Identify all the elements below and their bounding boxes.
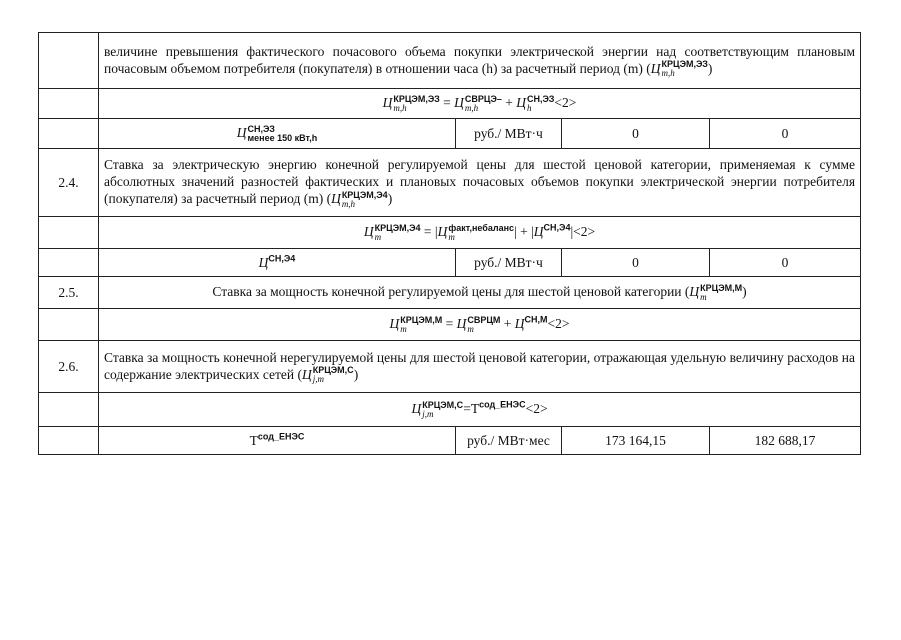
unit-cell: руб./ МВт·ч [456,119,562,149]
formula [382,93,577,113]
symbol-base: Ц [689,284,700,300]
formula-symbol: Ц [382,95,393,111]
value-cell: 0 [562,249,710,277]
description-cell [99,341,861,393]
value-cell: 0 [562,119,710,149]
formula-symbol: Ц [454,95,464,111]
formula-symbol: Ц [533,224,544,240]
formula-superscript: СН,Э4 [543,222,571,233]
description-text: величине превышения фактического почасового объема покупки электрической энергии над соответствующим плановым почасовым объемом потребителя (покупателя) в отношении часа (h) за расчетный период (m) ( [104,43,856,76]
formula-cell [99,393,861,427]
formula-subscript: m [467,323,474,334]
formula-superscript: КРЦЭМ,ЭЗ [393,93,440,104]
description-text-end: ) [707,60,713,76]
parameter-symbol: Ц [258,255,269,270]
formula-footnote: <2> [554,95,577,111]
row-number-cell [39,249,99,277]
formula-operator: + [503,316,512,332]
formula-superscript: СВРЦЭ– [464,93,502,104]
formula-superscript: КРЦЭМ,С [422,399,464,410]
parameter-superscript: сод_ЕНЭС [257,431,305,442]
row-number: 2.6. [39,341,99,393]
table-row [39,119,861,149]
symbol-subscript: j,m [312,374,324,385]
formula-symbol: Ц [516,95,526,111]
parameter-superscript: СН,Э4 [268,253,296,264]
symbol-superscript: КРЦЭМ,С [312,365,354,376]
table-row [39,341,861,393]
table-row [39,277,861,309]
formula-subscript: m [448,231,455,242]
value-cell: 173 164,15 [562,427,710,455]
formula-operator: = | [423,224,438,240]
value-cell: 0 [710,249,861,277]
value-cell: 0 [710,119,861,149]
formula-subscript: m,h [393,102,407,113]
formula-subscript: m [400,323,407,334]
description-text-end: ) [353,366,359,382]
formula-cell [99,309,861,341]
description-text: Ставка за электрическую энергию конечной регулируемой цены для шестой ценовой категории, применяемая к сумме абсолютных значений разностей фактических и плановых почасовых объемов покупки электрической энергии потребителя (покупателя) за расчетный период (m) ( [104,157,856,207]
formula-symbol: Т [470,401,480,417]
formula-symbol: Ц [363,224,374,240]
formula-footnote: <2> [547,316,570,332]
symbol-base: Ц [650,60,661,76]
formula-symbol: Ц [456,316,467,332]
formula [389,314,570,334]
parameter-symbol: Т [249,433,258,448]
formula-cell [99,89,861,119]
table-row [39,33,861,89]
formula-symbol: Ц [389,316,400,332]
symbol-superscript: КРЦЭМ,М [700,282,743,293]
symbol-superscript: КРЦЭМ,Э4 [341,189,388,200]
row-number-cell [39,427,99,455]
description-cell [99,33,861,89]
description-text: Ставка за мощность конечной регулируемой цены для шестой ценовой категории ( [212,284,690,300]
symbol-subscript: m,h [661,68,675,79]
formula-superscript: КРЦЭМ,М [400,314,443,325]
formula-symbol: Ц [437,224,448,240]
unit-cell: руб./ МВт·мес [456,427,562,455]
symbol-base: Ц [331,191,341,207]
formula-superscript: КРЦЭМ,Э4 [374,222,421,233]
formula-superscript: СН,М [524,314,548,325]
row-number-cell [39,217,99,249]
parameter-subscript: менее 150 кВт,h [247,132,318,143]
formula-subscript: m [374,231,382,242]
formula-row [39,217,861,249]
description-text: Ставка за мощность конечной нерегулируемой цены для шестой ценовой категории, отражающая удельную величину расходов на содержание электрических сетей ( [104,349,856,382]
parameter-cell [99,119,456,149]
formula-superscript: сод_ЕНЭС [479,399,526,410]
formula-superscript: СН,ЭЗ [527,93,555,104]
formula-row [39,89,861,119]
symbol-subscript: m,h [341,198,356,209]
formula-row [39,309,861,341]
table-row [39,427,861,455]
formula-footnote: <2> [525,401,548,417]
unit-cell: руб./ МВт·ч [456,249,562,277]
formula-superscript: СВРЦМ [467,314,501,325]
parameter-symbol: Ц [236,125,247,141]
symbol-base: Ц [301,366,312,382]
formula-symbol: Ц [514,316,525,332]
description-cell [99,277,861,309]
row-number: 2.4. [39,149,99,217]
formula-superscript: факт,небаланс [448,222,515,233]
tariff-table [38,32,861,455]
formula-row [39,393,861,427]
formula-footnote: |<2> [570,224,596,240]
symbol-superscript: КРЦЭМ,ЭЗ [661,59,708,70]
formula-subscript: m,h [464,102,479,113]
row-number-cell [39,33,99,89]
description-text-end: ) [387,191,393,207]
row-number: 2.5. [39,277,99,309]
description-cell [99,149,861,217]
formula-operator: + [505,95,513,111]
formula-operator: = [443,95,451,111]
formula-subscript: j,m [422,408,434,419]
formula-symbol: Ц [411,401,422,417]
symbol-index [662,60,708,78]
symbol-subscript: m [700,291,707,302]
formula-cell [99,217,861,249]
row-number-cell [39,393,99,427]
formula [411,399,548,419]
row-number-cell [39,119,99,149]
formula-operator: = [445,316,454,332]
formula [363,222,596,242]
formula-operator: = [463,401,471,417]
formula-operator: | + | [514,224,534,240]
table-row [39,149,861,217]
row-number-cell [39,89,99,119]
formula-subscript: h [527,102,532,113]
value-cell: 182 688,17 [710,427,861,455]
parameter-superscript: СН,ЭЗ [247,123,275,134]
table-row [39,249,861,277]
description-text-end: ) [742,284,747,300]
parameter-cell [99,249,456,277]
row-number-cell [39,309,99,341]
parameter-cell [99,427,456,455]
